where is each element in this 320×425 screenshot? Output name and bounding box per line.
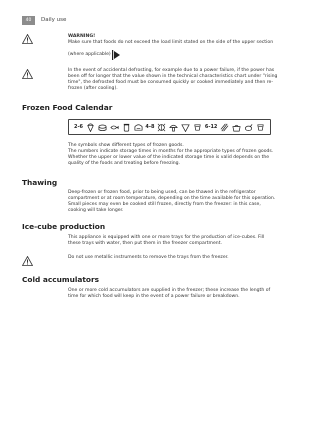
calendar-paragraph: The numbers indicate storage times in months for the appropriate types of frozen goods. Whether the upper or lower value of the indicated storage time is valid depends on the quality of the foods and treating before freezing. [68,149,274,167]
asparagus-icon [220,123,229,132]
cake-icon [98,123,107,132]
chicken-icon [244,123,253,132]
cup-icon [256,123,265,132]
ice-cream-icon [86,123,95,132]
range-label: 4-8 [145,124,155,130]
pot-icon [232,123,241,132]
calendar-description [68,143,278,167]
thawing-paragraph: Deep-frozen or frozen food, prior to being used, can be thawed in the refrigerator compartment or at room temperature, depending on the time available for this operation. [68,190,276,202]
bread-icon [134,123,143,132]
thawing-text [68,190,278,214]
warning-line-1: Make sure that foods do not exceed the load limit stated on the side of the upper section [68,40,274,46]
warning-triangle-icon [22,256,33,266]
section-heading-thawing: Thawing [22,178,58,187]
lobster-icon [157,123,166,132]
warning-line-2: (where applicable) [68,52,111,58]
defrost-note: In the event of accidental defrosting, for example due to a power failure, if the power has been off for longer that the value shown in the technical characteristics chart under "rising time", the defrosted food must be consumed quickly or cooked immediately and then re-frozen (after cooling). [68,68,278,92]
cold-accumulators-text: One or more cold accumulators are supplied in the freezer; these increase the length of time for which food will keep in the event of a power failure or breakdown. [68,288,271,300]
mushroom-icon [169,123,178,132]
warning-block [68,34,278,60]
section-heading-cold-accumulators: Cold accumulators [22,275,100,284]
range-label: 6-12 [204,124,218,130]
info-triangle-icon [22,69,33,79]
header-title: Daily use [41,17,67,23]
frozen-food-calendar-strip [68,119,271,135]
jar-icon [122,123,131,132]
cup-icon [193,123,202,132]
ice-cube-text: This appliance is equipped with one or more trays for the production of ice-cubes. Fill these trays with water, then put them in the freezer compartment. [68,235,265,247]
calendar-paragraph: The symbols show different types of frozen goods. [68,143,184,148]
ice-cube-warning: Do not use metallic instruments to remove the trays from the freezer. [68,255,229,260]
warning-title: WARNING! [68,34,96,39]
section-heading-ice-cube: Ice-cube production [22,222,106,231]
page-number: 40 [22,16,35,25]
page-header [22,15,66,25]
beef-icon [181,123,190,132]
fish-icon [110,123,119,132]
arrow-marker-icon [112,50,120,60]
thawing-paragraph: Small pieces may even be cooked still frozen, directly from the freezer: in this case, cooking will take longer. [68,202,261,214]
warning-triangle-icon [22,34,33,44]
section-heading-calendar: Frozen Food Calendar [22,103,113,112]
range-label: 2-6 [74,124,84,130]
